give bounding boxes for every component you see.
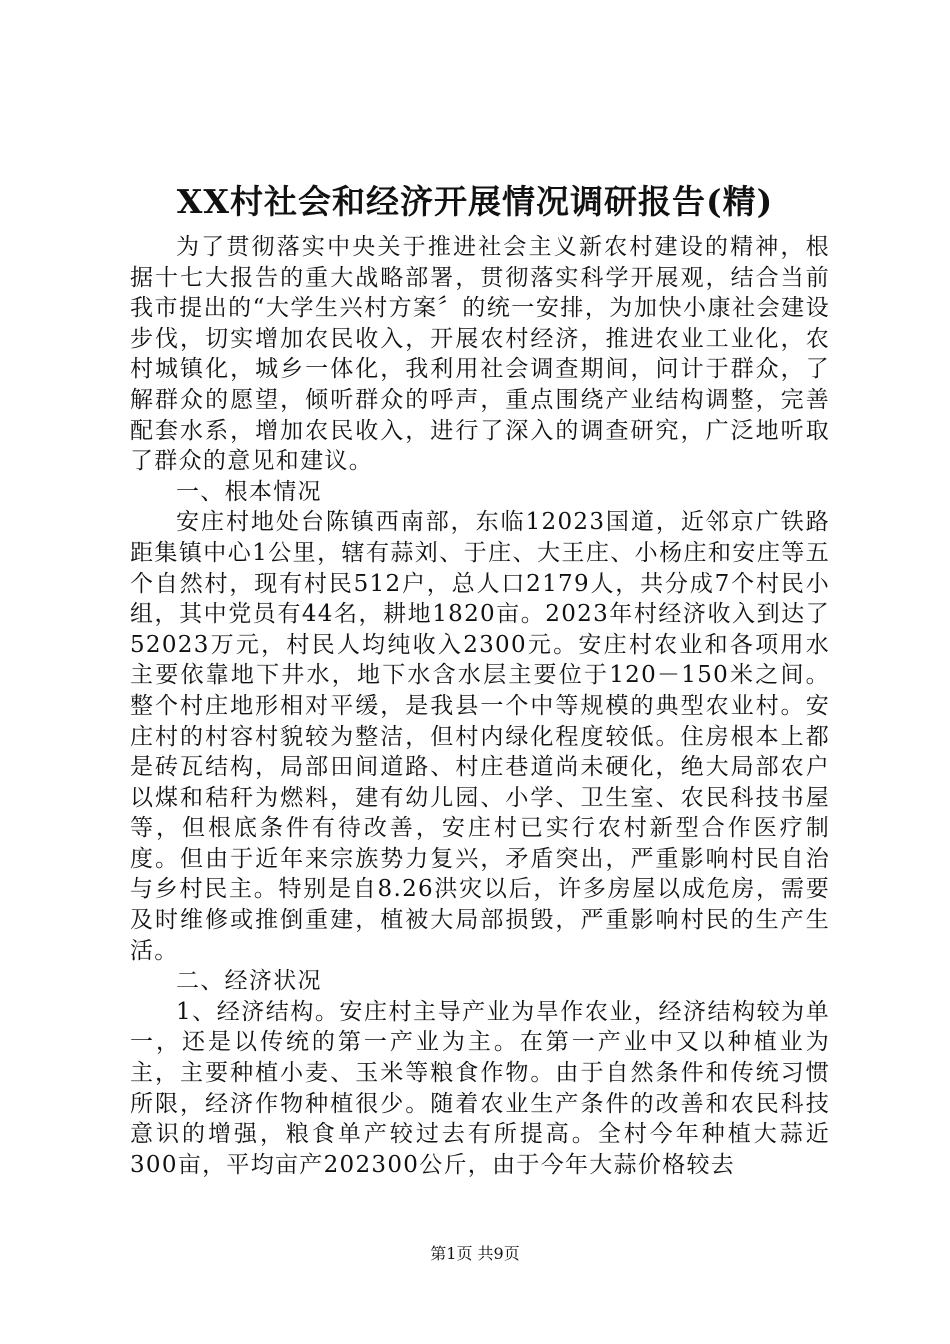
economic-structure-paragraph: 1、经济结构。安庄村主导产业为旱作农业，经济结构较为单一，还是以传统的第一产业为主。在第一产业中又以种植业为主，主要种植小麦、玉米等粮食作物。由于自然条件和传统习惯所限，经济作物种植很少。随着农业生产条件的改善和农民科技意识的增强，粮食单产较过去有所提高。全村今年种植大蒜近300亩，平均亩产202300公斤，由于今年大蒜价格较去 [130, 998, 830, 1178]
document-title: XX村社会和经济开展情况调研报告(精) [176, 182, 774, 221]
section-heading-basic-situation: 一、根本情况 [176, 478, 322, 505]
document-body [130, 232, 830, 1180]
section-heading-economic-status: 二、经济状况 [176, 968, 322, 995]
basic-situation-paragraph: 安庄村地处台陈镇西南部，东临12023国道，近邻京广铁路距集镇中心1公里，辖有蒜刘、于庄、大王庄、小杨庄和安庄等五个自然村，现有村民512户，总人口2179人，共分成7个村民小组，其中党员有44名，耕地1820亩。2023年村经济收入到达了52023万元，村民人均纯收入2300元。安庄村农业和各项用水主要依靠地下井水，地下水含水层主要位于120－150米之间。整个村庄地形相对平缓，是我县一个中等规模的典型农业村。安庄村的村容村貌较为整洁，但村内绿化程度较低。住房根本上都是砖瓦结构，局部田间道路、村庄巷道尚未硬化，绝大局部农户以煤和秸秆为燃料，建有幼儿园、小学、卫生室、农民科技书屋等，但根底条件有待改善，安庄村已实行农村新型合作医疗制度。但由于近年来宗族势力复兴，矛盾突出，严重影响村民自治与乡村民主。特别是自8.26洪灾以后，许多房屋以成危房，需要及时维修或推倒重建，植被大局部损毁，严重影响村民的生产生活。 [130, 509, 830, 964]
page-indicator: 第1页 共9页 [430, 1244, 520, 1263]
intro-paragraph: 为了贯彻落实中央关于推进社会主义新农村建设的精神，根据十七大报告的重大战略部署，贯彻落实科学开展观，结合当前我市提出的“大学生兴村方案〞的统一安排，为加快小康社会建设步伐，切实增加农民收入，开展农村经济，推进农业工业化，农村城镇化，城乡一体化，我利用社会调查期间，问计于群众，了解群众的愿望，倾听群众的呼声，重点围绕产业结构调整，完善配套水系，增加农民收入，进行了深入的调查研究，广泛地听取了群众的意见和建议。 [130, 234, 830, 475]
